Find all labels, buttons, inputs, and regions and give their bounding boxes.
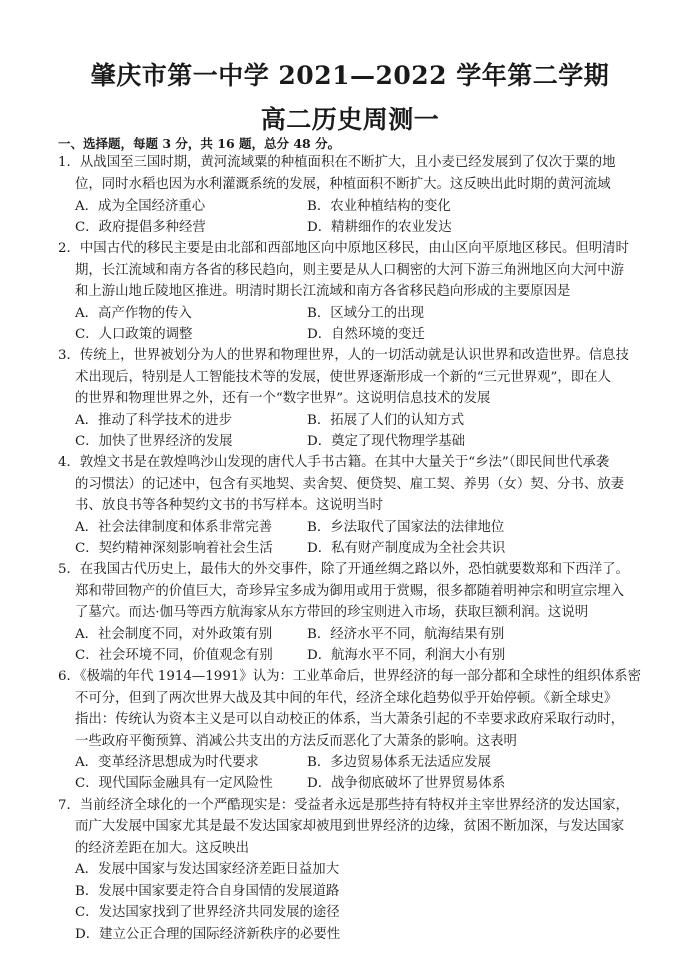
question-2-line: 2．中国古代的移民主要是由北部和西部地区向中原地区移民，由山区向平原地区移民。但明清时 <box>58 241 629 256</box>
question-3-option-c: C．加快了世界经济的发展 <box>75 434 233 449</box>
question-1-option-a: A．成为全国经济重心 <box>75 199 206 214</box>
question-5-option-d: D．航海水平不同，利润大小有别 <box>307 648 506 663</box>
question-7-line: 的经济差距在加大。这反映出 <box>75 841 250 856</box>
question-4-line: 书、放良书等各种契约文书的书写样本。这说明当时 <box>75 498 383 513</box>
question-4-line: 4．敦煌文书是在敦煌鸣沙山发现的唐代人手书古籍。在其中大量关于“乡法”（即民间世代承袭 <box>58 455 610 470</box>
question-4-option-b: B．乡法取代了国家法的法律地位 <box>307 520 505 535</box>
question-4-option-c: C．契约精神深刻影响着社会生活 <box>75 541 273 556</box>
question-5-option-a: A．社会制度不同，对外政策有别 <box>75 627 273 642</box>
exam-title: 肇庆市第一中学 2021—2022 学年第二学期 <box>90 61 610 90</box>
question-2-option-a: A．高产作物的传入 <box>75 306 192 321</box>
exam-subtitle: 高二历史周测一 <box>260 105 440 134</box>
section-heading: 一、选择题，每题 3 分，共 16 题，总分 48 分。 <box>58 136 341 151</box>
question-2-line: 和上游山地丘陵地区推进。明清时期长江流域和南方各省移民趋向形成的主要原因是 <box>75 284 571 299</box>
question-5-option-c: C．社会环境不同，价值观念有别 <box>75 648 273 663</box>
question-1-option-b: B．农业种植结构的变化 <box>307 199 451 214</box>
question-4-option-a: A．社会法律制度和体系非常完善 <box>75 520 273 535</box>
question-3-option-d: D．奠定了现代物理学基础 <box>307 434 466 449</box>
question-7-line: 7．当前经济全球化的一个严酷现实是：受益者永远是那些持有特权并主宰世界经济的发达国家， <box>58 798 629 813</box>
question-1-line: 1．从战国至三国时期，黄河流域粟的种植面积在不断扩大，且小麦已经发展到了仅次于粟的地 <box>58 155 616 170</box>
question-3-line: 术出现后，特别是人工智能技术等的发展，使世界逐渐形成一个新的“三元世界观”，即在人 <box>75 370 611 385</box>
question-2-line: 期，长江流域和南方各省的移民趋向，则主要是从人口稠密的大河下游三角洲地区向大河中游 <box>75 263 625 278</box>
question-5-line: 5．在我国古代历史上，最伟大的外交事件，除了开通丝绸之路以外，恐怕就要数郑和下西洋了。 <box>58 562 629 577</box>
question-3-option-b: B．拓展了人们的认知方式 <box>307 413 465 428</box>
question-1-line: 位，同时水稻也因为水利灌溉系统的发展，种植面积不断扩大。这反映出此时期的黄河流域 <box>75 177 611 192</box>
question-6-option-d: D．战争彻底破坏了世界贸易体系 <box>307 776 506 791</box>
question-7-option-c: C．发达国家找到了世界经济共同发展的途径 <box>75 905 340 920</box>
question-7-option-d: D．建立公正合理的国际经济新秩序的必要性 <box>75 927 341 942</box>
question-7-option-a: A．发展中国家与发达国家经济差距日益加大 <box>75 862 340 877</box>
question-1-option-d: D．精耕细作的农业发达 <box>307 220 452 235</box>
question-4-option-d: D．私有财产制度成为全社会共识 <box>307 541 506 556</box>
question-6-line: 指出：传统认为资本主义是可以自动校正的体系，当大萧条引起的不幸要求政府采取行动时， <box>75 712 625 727</box>
question-6-line: 6．《极端的年代 1914—1991》认为：工业革命后，世界经济的每一部分都和全球性的组织体系密 <box>58 669 642 684</box>
question-5-line: 郑和带回物产的价值巨大，奇珍异宝多成为御用或用于赏赐，很多都随着明神宗和明宣宗埋入 <box>75 584 625 599</box>
question-6-option-a: A．变革经济思想成为时代要求 <box>75 755 259 770</box>
question-5-line: 了墓穴。而达·伽马等西方航海家从东方带回的珍宝则进入市场，获取巨额利润。这说明 <box>75 605 589 620</box>
question-2-option-b: B．区域分工的出现 <box>307 306 424 321</box>
question-3-option-a: A．推动了科学技术的进步 <box>75 413 232 428</box>
question-6-line: 不可分，但到了两次世界大战及其中间的年代，经济全球化趋势似乎开始停顿。《新全球史》 <box>75 691 618 706</box>
question-6-line: 一些政府平衡预算、消减公共支出的方法反而恶化了大萧条的影响。这表明 <box>75 734 517 749</box>
question-7-option-b: B．发展中国家要走符合自身国情的发展道路 <box>75 884 340 899</box>
question-1-option-c: C．政府提倡多种经营 <box>75 220 206 235</box>
question-2-option-d: D．自然环境的变迁 <box>307 327 425 342</box>
question-3-line: 的世界和物理世界之外，还有一个“数字世界”。这说明信息技术的发展 <box>75 391 491 406</box>
question-3-line: 3．传统上，世界被划分为人的世界和物理世界，人的一切活动就是认识世界和改造世界。信息技 <box>58 348 629 363</box>
question-4-line: 的习惯法）的记述中，包含有买地契、卖舍契、便贷契、雇工契、养男（女）契、分书、放妻 <box>75 477 625 492</box>
question-2-option-c: C．人口政策的调整 <box>75 327 193 342</box>
question-6-option-b: B．多边贸易体系无法适应发展 <box>307 755 491 770</box>
question-6-option-c: C．现代国际金融具有一定风险性 <box>75 776 273 791</box>
question-5-option-b: B．经济水平不同，航海结果有别 <box>307 627 505 642</box>
question-7-line: 而广大发展中国家尤其是最不发达国家却被甩到世界经济的边缘，贫困不断加深，与发达国家 <box>75 819 625 834</box>
